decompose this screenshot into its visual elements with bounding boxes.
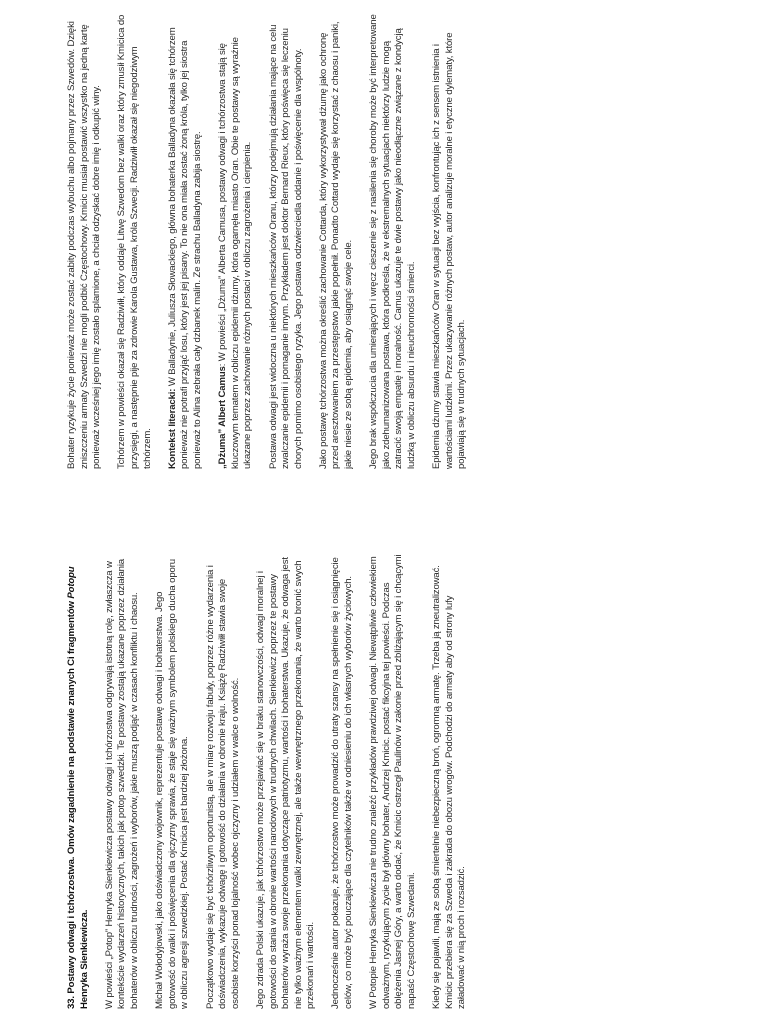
title-author: Henryka Sienkiewicza. [78, 909, 90, 1009]
paragraph: Początkowo wydaje się być tchórzliwym oportunistą, ale w miarę rozwoju fabuły, poprzez różne wydarzenia i doświadczenia, wykazuje odwagę i gotowość do działania w obronie kraju. Książę Radziwiłł stawia swoje osobiste korzyści ponad lojalność wobec ojczyzny i udziałem w walce o wolność. [204, 565, 241, 1009]
paragraph: Jako postawę tchórzostwa można określić zachowanie Cottarda, który wykorzystywał dżumę jako ochronę przed aresztowaniem za przestępstwo jakie popełnił. Ponadto Cottard wydaje się korzystać z chaosu i paniki, jakie niesie ze sobą epidemia, aby osiągnąć swoje cele. [317, 21, 355, 469]
context-text: W Balladynie, Juliusza Słowackiego, główna bohaterka Balladyna okazała się tchórzem ponieważ nie potrafi przyjąć losu, który jest jej pisany. To nie ona miała zostać żoną króla, tylko jej siostra ponieważ to Alina zebrała cały dzbanek malin. Ze strachu Balladyna zabija siostrę. [166, 27, 203, 469]
paragraph: Jego zdrada Polski ukazuje, jak tchórzostwo może przejawiać się w braku stanowczości, odwagi moralnej i gotowości do stania w obronie wartości narodowych w trudnych chwilach. Sienkiewicz poprzez te postawy bohaterów wyraża swoje przekonania dotyczące patriotyzmu, wartości i bohaterstwa. Ukazuje, że odwaga jest nie tylko ważnym elementem walki zewnętrznej, ale także wewnętrznego przekonania, że warto bronić swych przekonań i wartości. [254, 557, 317, 1009]
context-dzuma [217, 14, 255, 469]
paragraph: W powieści „Potop” Henryka Sienkiewicza postawy odwagi i tchórzostwa odgrywają istotną rolę, zwłaszcza w kontekście wydarzeń historycznych, takich jak potop szwedzki. Te postawy zostają ukazane poprzez działania bohaterów w obliczu trudności, zagrożeń i wyborów, jakie muszą podjąć w czasach konfliktu i chaosu. [103, 559, 140, 1009]
paragraph: Bohater ryzykuje życie ponieważ może zostać zabity podczas wybuchu albo pojmany przez Szwedów. Dzięki zniszczeniu armaty Szwedzi nie mogli podbić Częstochowy. Kmicic musiał postawić wszystko na jedną kartę ponieważ wcześniej jego imię zostało splamione, a chciał odzyskać dobre imię i odkupić winy. [66, 21, 103, 469]
right-column [66, 14, 746, 469]
title-text: 33. Postawy odwagi i tchórzostwa. Omów zagadnienie na podstawie znanych Ci fragmentów [66, 601, 77, 1009]
context-text: : W powieści „Dżuma” Alberta Camusa, postawy odwagi i tchórzostwa stają się kluczowym tematem w obliczu epidemii dżumy, która ogarnęła miasto Oran. Obie te postawy są wyraźnie ukazane poprzez zachowanie różnych postaci w obliczu zagrożenia i cierpienia. [217, 37, 254, 469]
paragraph: Kiedy się pojawili, mają ze sobą śmiertelnie niebezpieczną broń, ogromną armatę. Trzeba ją zneutralizować. Kmicic przebiera się za Szweda i zakrada do obozu wrogów. Podchodzi do armaty aby od strony lufy załadować w nią proch i rozsadzić. [431, 565, 468, 1009]
question-title [66, 554, 91, 1009]
left-column [66, 554, 746, 1009]
paragraph: Jednocześnie autor pokazuje, że tchórzostwo może prowadzić do utraty szansy na spełnienie się i osiągnięcie celów, co może być pouczające dla czytelników także w odniesieniu do ich własnych wyborów życiowych. [330, 557, 355, 1009]
paragraph: W Potopie Henryka Sienkiewicza nie trudno znaleźć przykładów prawdziwej odwagi. Niewątpliwie człowiekiem odważnym, ryzykującym życie był główny bohater, Andrzej Kmicic. postać fikcyjna tej powieści. Podczas oblężenia Jasnej Góry, a warto dodać, że Kmicic ostrzegł Paulinów w zakonie przed zbliżającym się i chcącymi napaść Częstochowę Szwedami. [368, 554, 418, 1009]
paragraph: Postawa odwagi jest widoczna u niektórych mieszkańców Oranu, którzy podejmują działania mające na celu zwalczanie epidemii i pomaganie innym. Przykładem jest doktor Bernard Rieux, który poświęca się leczeniu chorych pomimo osobistego ryzyka. Jego postawa odzwierciedla oddanie i poświęcenie dla wspólnoty. [267, 24, 304, 469]
paragraph: Michał Wołodyjowski, jako doświadczony wojownik, reprezentuje postawę odwagi i bohaterstwa. Jego gotowość do walki i poświęcenia dla ojczyzny sprawia, że staje się ważnym symbolem polskiego ducha oporu w obliczu agresji szwedzkiej. Postać Kmicica jest bardziej złożona. [154, 559, 191, 1009]
paragraph: Tchórzem w powieści okazał się Radziwiłł, który oddaje Litwę Szwedom bez walki oraz który zmusił Kmicica do przysięgi, a następnie pije za zdrowie Karola Gustawa, króla Szwecji. Radziwiłł okazał się niegodziwym tchórzem. [116, 14, 153, 469]
context-balladyna [167, 14, 205, 469]
context-label: „Dżuma” Albert Camus [217, 366, 229, 469]
paragraph: Jego brak współczucia dla umierających i wręcz cieszenie się z nasilenia się choroby może być interpretowane jako zdehumanizowana postawa, która podkreśla, że w ekstremalnych sytuacjach niektórzy ludzie mogą zatracić swoją empatię i moralność. Camus ukazuje te dwie postawy jako nieodłączne związane z kondycją ludzką w obliczu absurdu i nieuchronności śmierci. [368, 14, 418, 469]
paragraph: Epidemia dżumy stawia mieszkańców Oran w sytuacji bez wyjścia, konfrontując ich z sensem istnienia i wartościami ludzkimi. Przez ukazywanie różnych postaw, autor analizuje moralne i etyczne dylematy, które pojawiają się w trudnych sytuacjach. [431, 32, 468, 469]
title-work: Potopu [66, 566, 77, 599]
context-label: Kontekst literacki: [166, 388, 178, 469]
